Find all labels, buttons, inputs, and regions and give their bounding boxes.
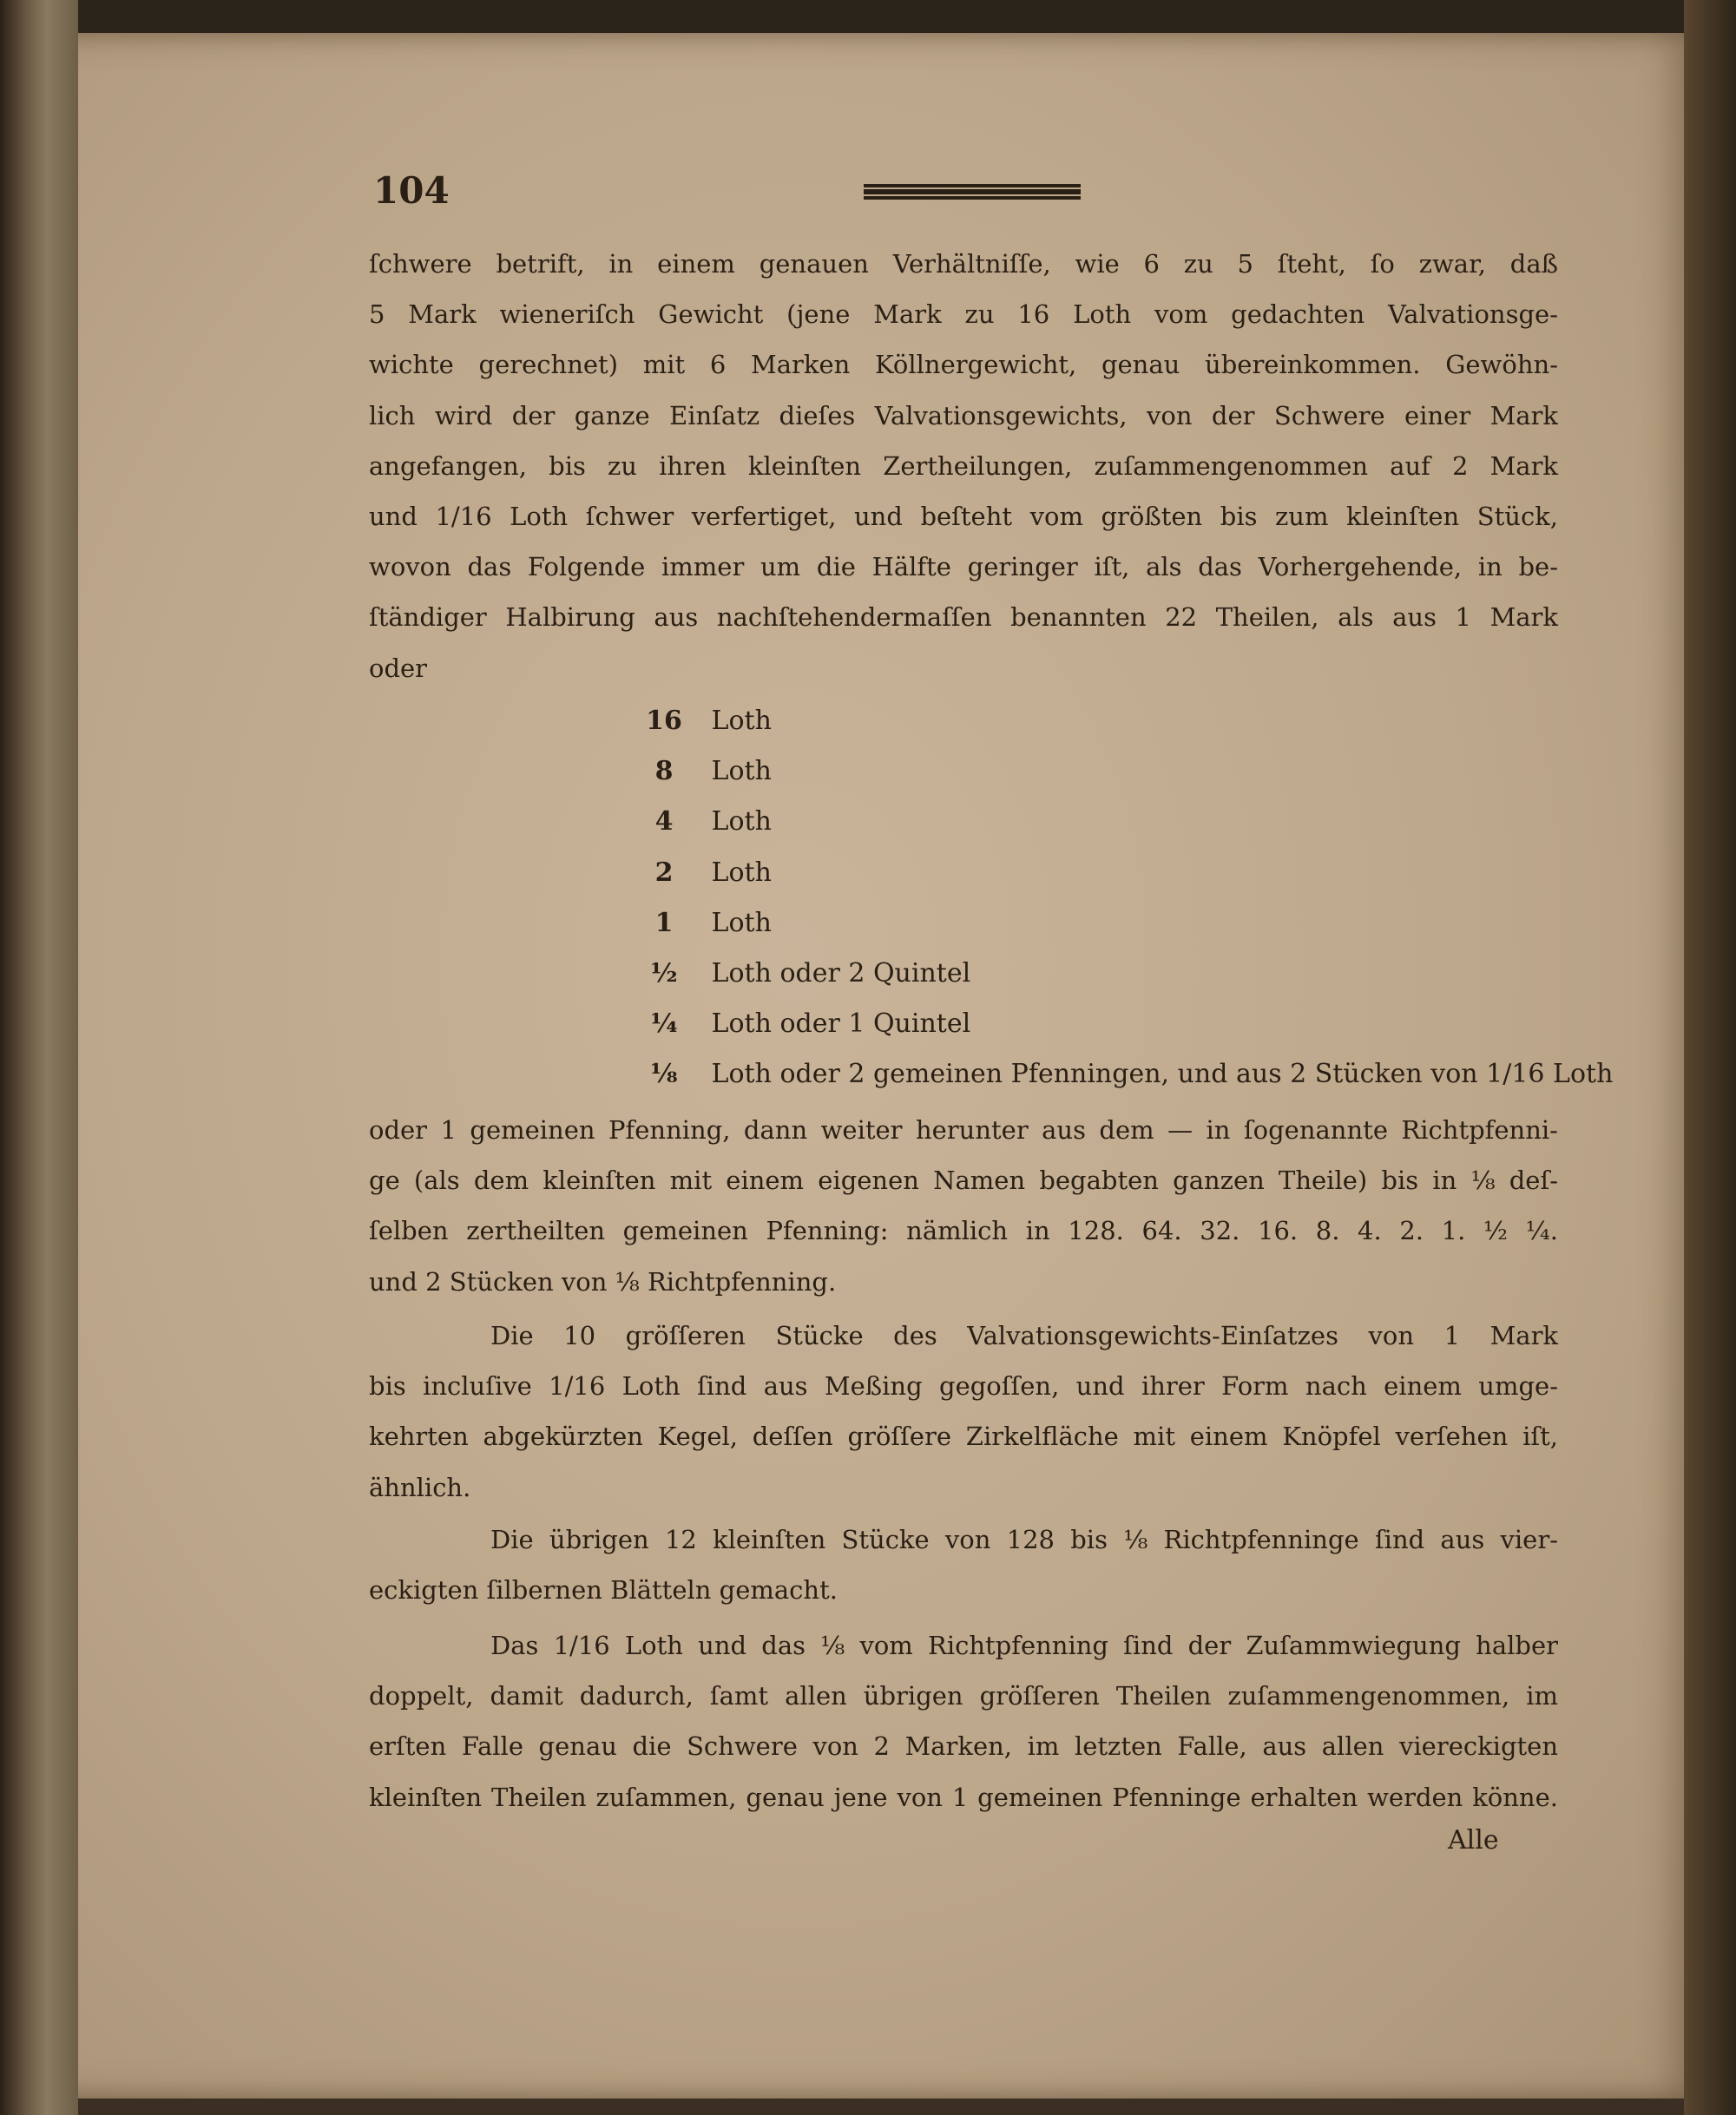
text-line: lich wird der ganze Einſatz dieſes Valvationsgewichts, von der Schwere einer Mark [369,400,1558,430]
paragraph-continuation [369,1105,1558,1307]
catchword: Alle [1448,1825,1499,1856]
weight-amount: 8 [654,756,674,787]
text-line: ge (als dem kleinſten mit einem eigenen Namen begabten ganzen Theile) bis in ⅛ deſ- [369,1166,1558,1196]
weight-item [625,898,1613,949]
weight-amount: 16 [646,706,682,736]
weight-amount: ⅛ [650,1059,678,1090]
weight-item [625,696,1613,746]
book-fore-edge [0,0,78,2115]
text-line: oder 1 gemeinen Pfenning, dann weiter herunter aus dem — in ſogenannte Richtpfenni- [369,1115,1558,1145]
paragraph-silver-pieces [369,1514,1558,1615]
text-line: ſtändiger Halbirung aus nachſtehendermaſſen benannten 22 Theilen, als aus 1 Mark [369,602,1558,633]
text-line: wovon das Folgende immer um die Hälfte geringer iſt, als das Vorhergehende, in be- [369,552,1558,582]
text-line: Die übrigen 12 kleinſten Stücke von 128 bis ⅛ Richtpfenninge ſind aus vier- [490,1525,1558,1554]
paragraph-brass-pieces [369,1310,1558,1513]
text-line: Das 1/16 Loth und das ⅛ vom Richtpfenning ſind der Zuſammwiegung halber [490,1631,1558,1660]
text-line: kehrten abgekürzten Kegel, deſſen gröſſere Zirkelfläche mit einem Knöpfel verſehen iſt, [369,1422,1558,1452]
weight-label: Loth oder 2 gemeinen Pfenningen, und aus 2 Stücken von 1/16 Loth [711,1059,1614,1090]
weight-amount: 2 [654,857,674,888]
weight-list [625,696,1613,1100]
text-line: und 1/16 Loth ſchwer verfertiget, und beſteht vom größten bis zum kleinſten Stück, [369,502,1558,532]
weight-label: Loth [711,756,772,787]
text-line: 5 Mark wieneriſch Gewicht (jene Mark zu 16 Loth vom gedachten Valvationsge- [369,299,1558,330]
weight-item [625,848,1613,898]
weight-label: Loth oder 1 Quintel [711,1008,971,1040]
header-rule [864,184,1081,200]
weight-amount: ½ [650,957,678,989]
text-line: eckigten ſilbernen Blätteln gemacht. [369,1575,838,1606]
text-line: kleinſten Theilen zuſammen, genau jene von 1 gemeinen Pfenninge erhalten werden könne. [369,1782,1558,1812]
weight-label: Loth [711,706,772,736]
text-line: erſten Falle genau die Schwere von 2 Marken, im letzten Falle, aus allen viereckigten [369,1731,1558,1762]
text-line: doppelt, damit dadurch, ſamt allen übrigen gröſſeren Theilen zuſammengenommen, im [369,1681,1558,1711]
weight-label: Loth [711,857,772,888]
text-line: ſchwere betrift, in einem genauen Verhältniſſe, wie 6 zu 5 ſteht, ſo zwar, daß [369,249,1558,279]
weight-item [625,999,1613,1049]
text-line: oder [369,653,428,683]
paragraph-intro [369,239,1558,693]
text-line: ſelben zertheilten gemeinen Pfenning: nämlich in 128. 64. 32. 16. 8. 4. 2. 1. ½ ¼. [369,1216,1558,1246]
weight-label: Loth [711,907,772,938]
weight-label: Loth oder 2 Quintel [711,957,971,989]
weight-label: Loth [711,806,772,837]
weight-amount: ¼ [650,1008,678,1040]
text-line: angefangen, bis zu ihren kleinſten Zertheilungen, zuſammengenommen auf 2 Mark [369,450,1558,481]
weight-item [625,949,1613,999]
paragraph-double-pieces [369,1620,1558,1823]
book-gutter [1684,0,1736,2115]
weight-amount: 1 [654,907,674,938]
weight-amount: 4 [654,806,674,837]
text-line: und 2 Stücken von ⅛ Richtpfenning. [369,1266,837,1297]
text-line: wichte gerechnet) mit 6 Marken Köllnergewicht, genau übereinkommen. Gewöhn- [369,350,1558,380]
page-number: 104 [373,169,450,212]
weight-item [625,1049,1613,1100]
text-line: Die 10 gröſſeren Stücke des Valvationsgewichts-Einſatzes von 1 Mark [490,1321,1558,1350]
text-line: bis incluſive 1/16 Loth ſind aus Meßing gegoſſen, und ihrer Form nach einem umge- [369,1371,1558,1402]
weight-item [625,797,1613,847]
text-line: ähnlich. [369,1472,471,1502]
weight-item [625,746,1613,797]
scan-top-border [0,0,1736,33]
